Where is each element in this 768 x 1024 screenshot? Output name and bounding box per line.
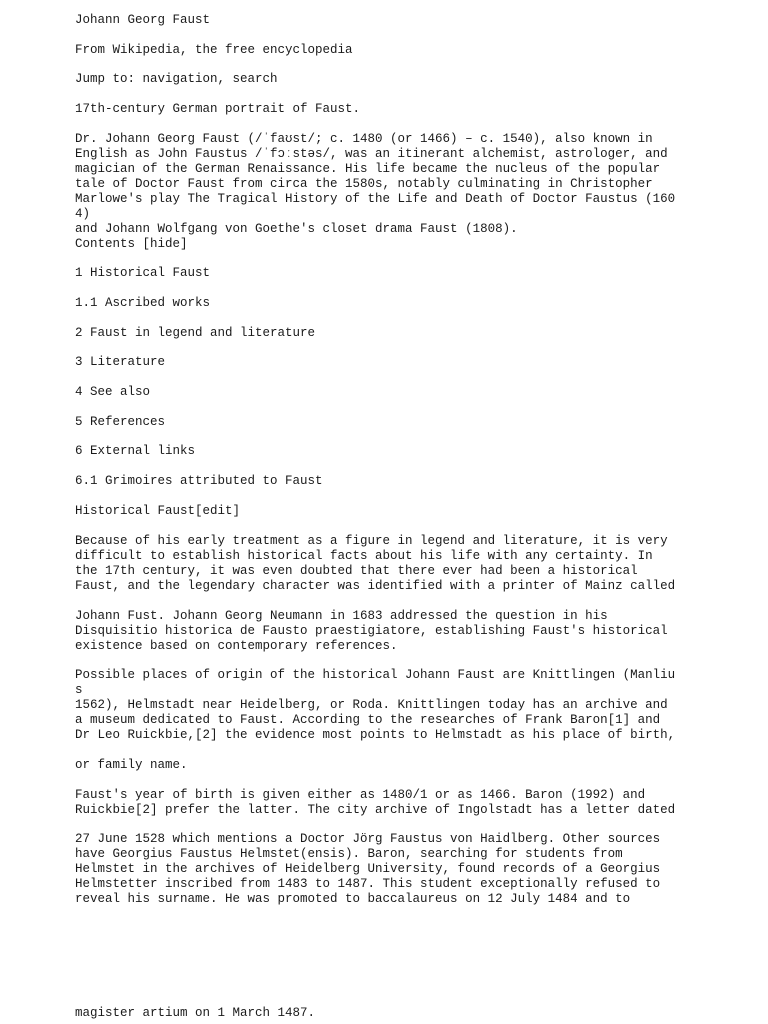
paragraph-line: magister artium on 1 March 1487. <box>75 1006 316 1020</box>
toc-item: 5 References <box>75 415 166 429</box>
jump-to-line: Jump to: navigation, search <box>75 72 278 86</box>
intro-line: magician of the German Renaissance. His life became the nucleus of the popular <box>75 162 661 176</box>
toc-item: 2 Faust in legend and literature <box>75 326 316 340</box>
section-heading: Historical Faust[edit] <box>75 504 241 518</box>
paragraph-line: difficult to establish historical facts about his life with any certainty. In <box>75 549 653 563</box>
paragraph-line: Disquisitio historica de Fausto praestigiatore, establishing Faust's historical <box>75 624 668 638</box>
toc-item: 6.1 Grimoires attributed to Faust <box>75 474 323 488</box>
article-title: Johann Georg Faust <box>75 13 211 27</box>
toc-item: 3 Literature <box>75 355 166 369</box>
paragraph-line: Helmstetter inscribed from 1483 to 1487. This student exceptionally refused to <box>75 877 661 891</box>
intro-line: tale of Doctor Faust from circa the 1580s, notably culminating in Christopher <box>75 177 653 191</box>
paragraph-line: the 17th century, it was even doubted that there ever had been a historical <box>75 564 638 578</box>
paragraph-line: existence based on contemporary references. <box>75 639 398 653</box>
paragraph-line: Because of his early treatment as a figure in legend and literature, it is very <box>75 534 668 548</box>
intro-line: Dr. Johann Georg Faust (/ˈfaʊst/; c. 1480 (or 1466) – c. 1540), also known in <box>75 132 653 146</box>
paragraph-line: Faust, and the legendary character was identified with a printer of Mainz called <box>75 579 676 593</box>
contents-heading: Contents [hide] <box>75 237 188 251</box>
paragraph-line: Possible places of origin of the historical Johann Faust are Knittlingen (Manliu <box>75 668 676 682</box>
paragraph-line: Helmstet in the archives of Heidelberg University, found records of a Georgius <box>75 862 661 876</box>
paragraph-line: reveal his surname. He was promoted to baccalaureus on 12 July 1484 and to <box>75 892 631 906</box>
paragraph-line: a museum dedicated to Faust. According to the researches of Frank Baron[1] and <box>75 713 661 727</box>
toc-item: 4 See also <box>75 385 151 399</box>
intro-line: and Johann Wolfgang von Goethe's closet drama Faust (1808). <box>75 222 518 236</box>
paragraph-line: Dr Leo Ruickbie,[2] the evidence most points to Helmstadt as his place of birth, <box>75 728 676 742</box>
intro-line: 4) <box>75 207 91 221</box>
toc-item: 1.1 Ascribed works <box>75 296 211 310</box>
paragraph-line: or family name. <box>75 758 188 772</box>
toc-item: 1 Historical Faust <box>75 266 211 280</box>
paragraph-line: s <box>75 683 83 697</box>
intro-line: English as John Faustus /ˈfɔːstəs/, was an itinerant alchemist, astrologer, and <box>75 147 668 161</box>
paragraph-line: Ruickbie[2] prefer the latter. The city archive of Ingolstadt has a letter dated <box>75 803 676 817</box>
image-caption: 17th-century German portrait of Faust. <box>75 102 361 116</box>
article-source: From Wikipedia, the free encyclopedia <box>75 43 353 57</box>
paragraph-line: Johann Fust. Johann Georg Neumann in 1683 addressed the question in his <box>75 609 608 623</box>
paragraph-line: 1562), Helmstadt near Heidelberg, or Roda. Knittlingen today has an archive and <box>75 698 668 712</box>
paragraph-line: have Georgius Faustus Helmstet(ensis). Baron, searching for students from <box>75 847 623 861</box>
paragraph-line: Faust's year of birth is given either as 1480/1 or as 1466. Baron (1992) and <box>75 788 646 802</box>
paragraph-line: 27 June 1528 which mentions a Doctor Jörg Faustus von Haidlberg. Other sources <box>75 832 661 846</box>
toc-item: 6 External links <box>75 444 196 458</box>
intro-line: Marlowe's play The Tragical History of the Life and Death of Doctor Faustus (160 <box>75 192 676 206</box>
